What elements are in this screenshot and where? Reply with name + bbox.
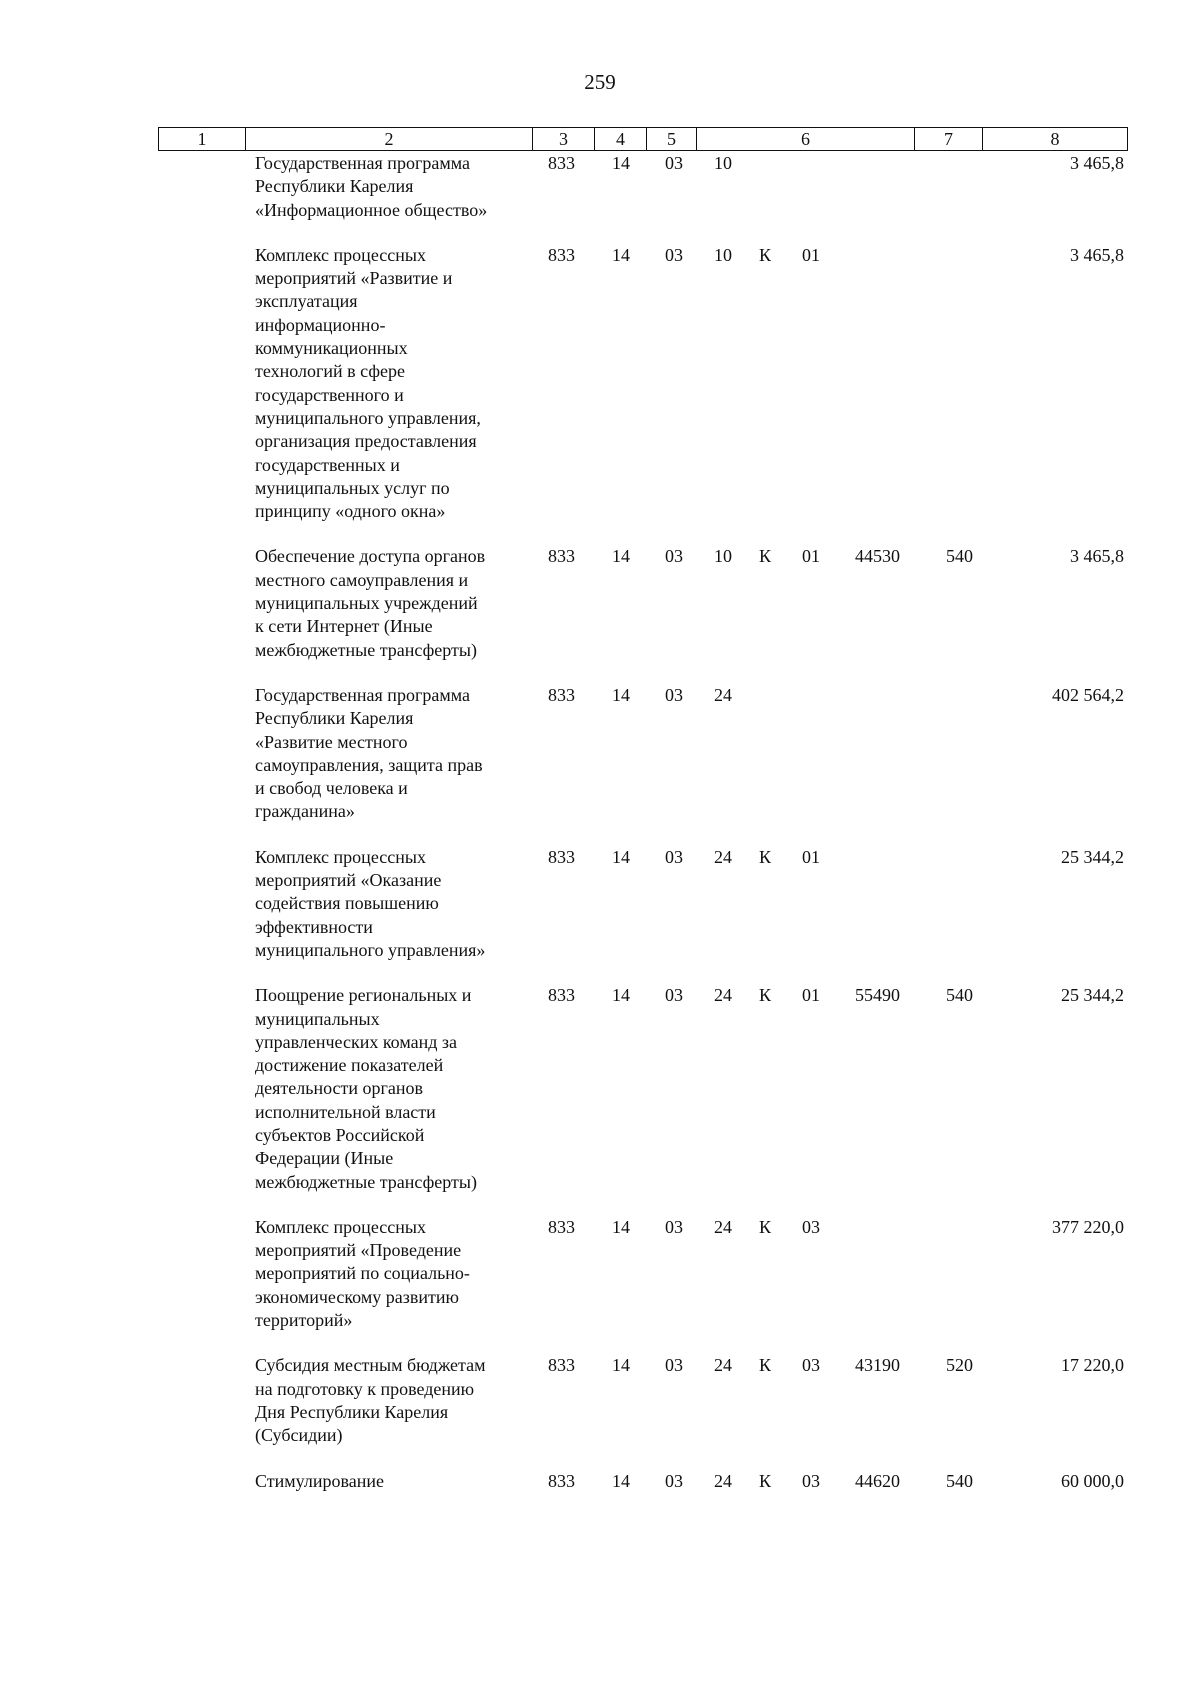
row-expense-type-code: 540 xyxy=(946,985,973,1006)
row-subsection-code: 03 xyxy=(665,546,683,567)
row-program-code: 24 xyxy=(714,985,732,1006)
row-complex-code: 03 xyxy=(802,1216,820,1237)
row-section-code: 14 xyxy=(612,1216,630,1237)
row-amount: 25 344,2 xyxy=(1061,846,1124,867)
table-row xyxy=(0,244,1200,524)
row-ministry-code: 833 xyxy=(548,244,575,265)
row-program-type-code: К xyxy=(759,546,772,567)
row-program-code: 10 xyxy=(714,244,732,265)
row-amount: 3 465,8 xyxy=(1070,546,1124,567)
row-amount: 17 220,0 xyxy=(1061,1355,1124,1376)
row-name: Комплекс процессных мероприятий «Проведение мероприятий по социально- экономическому развитию территорий» xyxy=(255,1216,470,1331)
row-program-code: 24 xyxy=(714,846,732,867)
row-amount: 377 220,0 xyxy=(1052,1216,1124,1237)
column-header-6: 6 xyxy=(697,128,915,151)
row-ministry-code: 833 xyxy=(548,153,575,173)
row-amount: 3 465,8 xyxy=(1070,153,1124,173)
row-program-type-code: К xyxy=(759,1355,772,1376)
column-header-4: 4 xyxy=(595,128,647,151)
row-subsection-code: 03 xyxy=(665,153,683,173)
row-complex-code: 03 xyxy=(802,1355,820,1376)
row-subsection-code: 03 xyxy=(665,985,683,1006)
column-header-3: 3 xyxy=(533,128,595,151)
row-ministry-code: 833 xyxy=(548,684,575,705)
row-complex-code: 03 xyxy=(802,1470,820,1491)
row-amount: 25 344,2 xyxy=(1061,985,1124,1006)
row-amount: 402 564,2 xyxy=(1052,684,1124,705)
row-program-code: 24 xyxy=(714,1355,732,1376)
table-row xyxy=(0,1354,1200,1447)
row-complex-code: 01 xyxy=(802,985,820,1006)
table-row xyxy=(0,1470,1200,1493)
row-name: Субсидия местным бюджетам на подготовку к проведению Дня Республики Карелия (Субсидии) xyxy=(255,1355,486,1446)
row-expense-type-code: 540 xyxy=(946,546,973,567)
row-section-code: 14 xyxy=(612,1355,630,1376)
row-ministry-code: 833 xyxy=(548,546,575,567)
budget-rows xyxy=(0,152,1200,1515)
row-direction-code: 55490 xyxy=(855,985,900,1006)
row-direction-code: 44620 xyxy=(855,1470,900,1491)
table-row xyxy=(0,152,1200,222)
row-ministry-code: 833 xyxy=(548,1355,575,1376)
row-program-code: 10 xyxy=(714,153,732,173)
column-header-1: 1 xyxy=(159,128,246,151)
row-name: Поощрение региональных и муниципальных управленческих команд за достижение показателей деятельности органов исполнительной власти субъектов Российской Федерации (Иные межбюджетные трансферты) xyxy=(255,985,477,1192)
row-subsection-code: 03 xyxy=(665,1355,683,1376)
row-direction-code: 43190 xyxy=(855,1355,900,1376)
row-section-code: 14 xyxy=(612,153,630,173)
row-name: Обеспечение доступа органов местного самоуправления и муниципальных учреждений к сети Интернет (Иные межбюджетные трансферты) xyxy=(255,546,486,660)
row-ministry-code: 833 xyxy=(548,1216,575,1237)
row-program-code: 24 xyxy=(714,684,732,705)
row-ministry-code: 833 xyxy=(548,1470,575,1491)
row-name: Стимулирование xyxy=(255,1470,384,1491)
row-section-code: 14 xyxy=(612,684,630,705)
row-subsection-code: 03 xyxy=(665,1470,683,1491)
table-row xyxy=(0,984,1200,1194)
row-program-type-code: К xyxy=(759,1470,772,1491)
row-program-code: 10 xyxy=(714,546,732,567)
row-subsection-code: 03 xyxy=(665,1216,683,1237)
row-amount: 60 000,0 xyxy=(1061,1470,1124,1491)
table-row xyxy=(0,684,1200,824)
row-expense-type-code: 540 xyxy=(946,1470,973,1491)
row-subsection-code: 03 xyxy=(665,684,683,705)
row-direction-code: 44530 xyxy=(855,546,900,567)
table-row xyxy=(0,846,1200,962)
row-complex-code: 01 xyxy=(802,846,820,867)
row-section-code: 14 xyxy=(612,244,630,265)
row-program-type-code: К xyxy=(759,1216,772,1237)
row-program-type-code: К xyxy=(759,985,772,1006)
page-number: 259 xyxy=(584,70,616,94)
column-header-table xyxy=(158,127,1128,151)
column-header-7: 7 xyxy=(915,128,983,151)
row-name: Комплекс процессных мероприятий «Развитие и эксплуатация информационно- коммуникационных технологий в сфере государственного и муниципального управления, организация предоставления государственных и муниципальных услуг по принципу «одного окна» xyxy=(255,244,481,522)
row-name: Государственная программа Республики Карелия «Информационное общество» xyxy=(255,153,488,220)
column-header-5: 5 xyxy=(647,128,697,151)
row-ministry-code: 833 xyxy=(548,985,575,1006)
row-ministry-code: 833 xyxy=(548,846,575,867)
table-row xyxy=(0,1216,1200,1332)
row-amount: 3 465,8 xyxy=(1070,244,1124,265)
row-subsection-code: 03 xyxy=(665,846,683,867)
row-name: Государственная программа Республики Карелия «Развитие местного самоуправления, защита прав и свобод человека и гражданина» xyxy=(255,684,483,822)
row-complex-code: 01 xyxy=(802,546,820,567)
row-section-code: 14 xyxy=(612,985,630,1006)
row-section-code: 14 xyxy=(612,846,630,867)
row-name: Комплекс процессных мероприятий «Оказание содействия повышению эффективности муниципального управления» xyxy=(255,846,486,960)
row-subsection-code: 03 xyxy=(665,244,683,265)
row-program-code: 24 xyxy=(714,1470,732,1491)
row-program-type-code: К xyxy=(759,244,772,265)
table-row xyxy=(0,545,1200,661)
row-program-type-code: К xyxy=(759,846,772,867)
column-header-2: 2 xyxy=(246,128,533,151)
column-header-8: 8 xyxy=(983,128,1128,151)
row-expense-type-code: 520 xyxy=(946,1355,973,1376)
row-section-code: 14 xyxy=(612,546,630,567)
row-section-code: 14 xyxy=(612,1470,630,1491)
column-header-row xyxy=(159,128,1128,151)
row-complex-code: 01 xyxy=(802,244,820,265)
row-program-code: 24 xyxy=(714,1216,732,1237)
